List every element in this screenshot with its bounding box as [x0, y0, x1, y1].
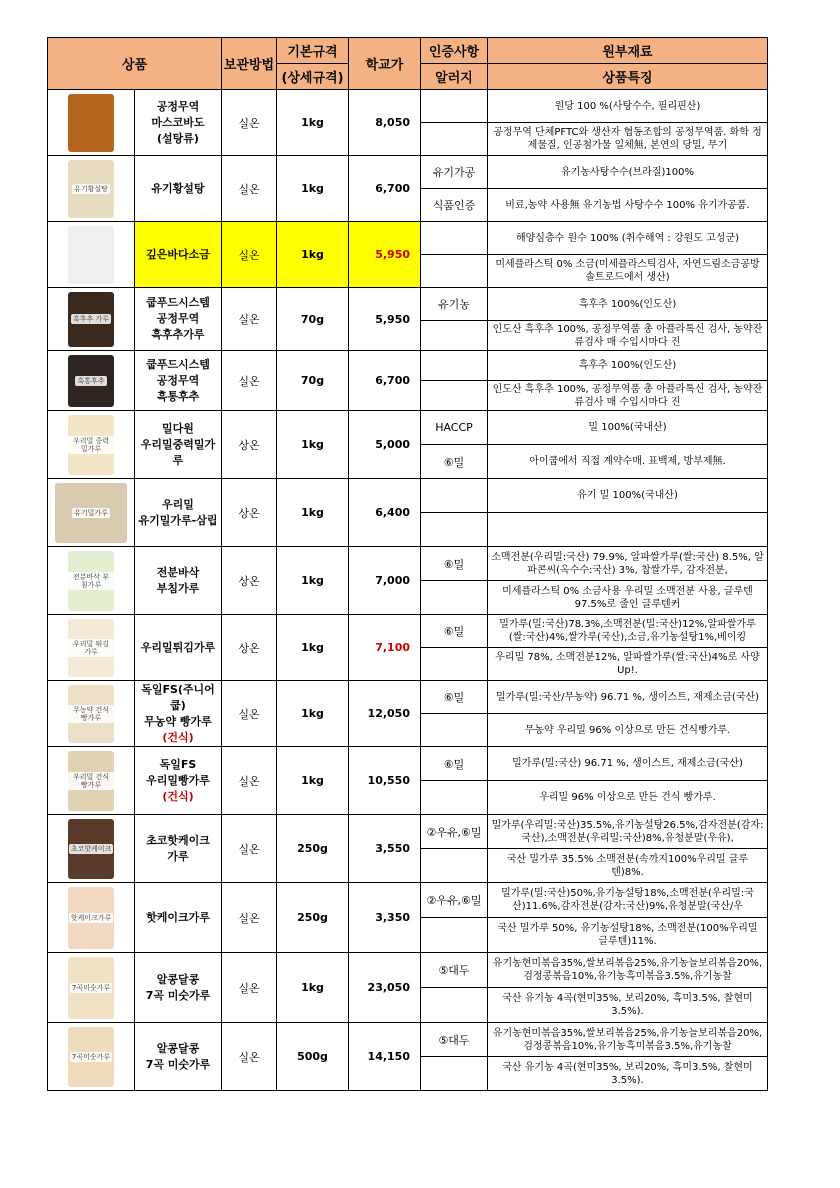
product-image-cell: [48, 681, 135, 747]
storage-method: 실온: [222, 815, 277, 883]
material-text: 밀 100%(국내산): [488, 411, 768, 445]
school-price: 5,950: [349, 288, 421, 351]
table-row: [48, 288, 768, 321]
material-text: 유기농사탕수수(브라질)100%: [488, 156, 768, 189]
product-name-line: 무농약 빵가루: [144, 714, 212, 728]
product-package-image: [68, 292, 114, 347]
material-text: 유기농현미볶음35%,쌀보리볶음25%,유기농늘보리볶음20%,검정콩볶음10%,유기농흑미볶음3.5%,유기농찰: [488, 1023, 768, 1057]
header-storage: 보관방법: [222, 38, 277, 90]
table-row: [48, 222, 768, 255]
product-name-line: 유기밀가루-삼립: [138, 513, 218, 527]
product-name-line: 7곡 미숫가루: [145, 1057, 211, 1071]
product-package-image: [68, 355, 114, 407]
feature-text: 아이쿱에서 직접 계약수매. 표백제, 방부제無.: [488, 445, 768, 479]
certification: HACCP: [421, 411, 488, 445]
product-name: [135, 815, 222, 883]
allergy: ⑥밀: [421, 445, 488, 479]
product-name-line: 마스코바도: [151, 115, 205, 129]
school-price: 6,400: [349, 479, 421, 547]
product-name: [135, 222, 222, 288]
product-package-image: [68, 226, 114, 284]
product-package-image: [68, 415, 114, 475]
school-price: 14,150: [349, 1023, 421, 1091]
certification: ⑥밀: [421, 547, 488, 581]
product-name-line: 공정무역: [156, 312, 200, 325]
header-material-sub: 상품특징: [488, 64, 768, 90]
product-name: [135, 156, 222, 222]
spec: 1kg: [277, 953, 349, 1023]
table-row: [48, 90, 768, 123]
product-name-line: 알콩달콩: [156, 1041, 200, 1055]
spec: 250g: [277, 883, 349, 953]
feature-text: 무농약 우리밀 96% 이상으로 만든 건식빵가루.: [488, 714, 768, 747]
header-product: 상품: [48, 38, 222, 90]
material-text: 흑후추 100%(인도산): [488, 288, 768, 321]
package-label: 유기황설탕: [74, 184, 108, 193]
spec: 1kg: [277, 547, 349, 615]
allergy: [421, 918, 488, 953]
product-name-line: 우리밀빵가루: [146, 773, 210, 787]
material-text: 밀가루(밀:국산)50%,유기농설탕18%,소맥전분(우리밀:국산)11.6%,감자전분(감자:국산)9%,유청분말(국산/우: [488, 883, 768, 918]
product-name-line: 핫케이크가루: [146, 910, 210, 924]
school-price: 5,000: [349, 411, 421, 479]
product-name-line: 7곡 미숫가루: [145, 988, 211, 1002]
table-row: [48, 615, 768, 648]
package-label: 초코핫케이크: [70, 844, 112, 853]
product-name-line: 흑후추가루: [151, 328, 205, 341]
material-text: 해양심층수 원수 100% (취수해역 : 강원도 고성군): [488, 222, 768, 255]
material-text: 밀가루(우리밀:국산)35.5%,유기농설탕26.5%,감자전분(감자:국산),소맥전분(우리밀:국산)8%,유청분말(우유),: [488, 815, 768, 849]
table-row: [48, 747, 768, 781]
package-label: 7곡미숫가루: [71, 983, 111, 992]
certification: [421, 351, 488, 381]
spec: 1kg: [277, 615, 349, 681]
product-package-image: [68, 685, 114, 743]
product-name: [135, 747, 222, 815]
product-image-cell: [48, 883, 135, 953]
allergy: [421, 581, 488, 615]
certification: [421, 90, 488, 123]
product-name-line: 밀다원: [162, 421, 194, 435]
product-name-line: 알콩달콩: [156, 972, 200, 986]
certification: ⑤대두: [421, 953, 488, 988]
product-name-line: 쿱): [170, 698, 186, 712]
product-name-line: 독일FS(주니어: [141, 682, 215, 696]
product-name: [135, 883, 222, 953]
product-name: [135, 681, 222, 747]
package-label: 흑후추 가루: [72, 315, 110, 323]
spec: 1kg: [277, 479, 349, 547]
material-text: 흑후추 100%(인도산): [488, 351, 768, 381]
storage-method: 실온: [222, 90, 277, 156]
allergy: [421, 255, 488, 288]
product-name: [135, 351, 222, 411]
material-text: 밀가루(밀:국산)78.3%,소맥전분(밀:국산)12%,알파쌀가루(쌀:국산)4%,쌀가루(국산),소금,유기농설탕1%,베이킹: [488, 615, 768, 648]
spec: 1kg: [277, 747, 349, 815]
feature-text: 국산 유기농 4곡(현미35%, 보리20%, 흑미3.5%, 찰현미3.5%).: [488, 1057, 768, 1091]
material-text: 유기농현미볶음35%,쌀보리볶음25%,유기농늘보리볶음20%,검정콩볶음10%,유기농흑미볶음3.5%,유기농찰: [488, 953, 768, 988]
header-cert: 인증사항: [421, 38, 488, 64]
product-name-line: 우리밀: [162, 497, 194, 511]
allergy: 식품인증: [421, 189, 488, 222]
product-name: [135, 547, 222, 615]
package-label: 7곡미숫가루: [71, 1052, 111, 1061]
product-table: [47, 37, 768, 1091]
spec: 1kg: [277, 411, 349, 479]
feature-text: [488, 513, 768, 547]
header-spec-sub: (상세규격): [277, 64, 349, 90]
package-label: 흑통후추: [77, 376, 105, 385]
storage-method: 상온: [222, 615, 277, 681]
table-row: [48, 156, 768, 189]
spec: 70g: [277, 351, 349, 411]
product-package-image: [68, 551, 114, 611]
header-material: 원부재료: [488, 38, 768, 64]
allergy: [421, 381, 488, 411]
feature-text: 미세플라스틱 0% 소금사용 우리밀 소맥전분 사용, 글루텐 97.5%로 줄인 글루텐커: [488, 581, 768, 615]
package-label: 우리밀 튀김가루: [68, 639, 114, 657]
product-name: [135, 479, 222, 547]
storage-method: 상온: [222, 479, 277, 547]
feature-text: 국산 유기농 4곡(현미35%, 보리20%, 흑미3.5%, 찰현미3.5%).: [488, 988, 768, 1023]
product-image-cell: [48, 479, 135, 547]
school-price: 8,050: [349, 90, 421, 156]
product-name-line: 루: [172, 453, 184, 467]
spec: 70g: [277, 288, 349, 351]
certification: ⑤대두: [421, 1023, 488, 1057]
feature-text: 국산 밀가루 50%, 유기농설탕18%, 소맥전분(100%우리밀 글루텐)11%.: [488, 918, 768, 953]
package-label: 유기밀가루: [74, 508, 108, 517]
product-name-line: (건식): [162, 789, 194, 803]
school-price: 3,550: [349, 815, 421, 883]
table-row: [48, 883, 768, 918]
table-row: [48, 1023, 768, 1057]
product-image-cell: [48, 547, 135, 615]
feature-text: 우리밀 78%, 소맥전분12%, 알파쌀가루(쌀:국산)4%로 사양 Up!.: [488, 648, 768, 681]
table-row: [48, 479, 768, 513]
package-label: 우리밀 중력밀가루: [68, 436, 114, 454]
school-price: 7,000: [349, 547, 421, 615]
product-name-line: 우리밀중력밀가: [140, 437, 216, 451]
product-package-image: [68, 751, 114, 811]
product-name-line: 부침가루: [156, 581, 200, 595]
table-row: [48, 815, 768, 849]
product-package-image: [68, 957, 114, 1019]
storage-method: 실온: [222, 747, 277, 815]
product-image-cell: [48, 90, 135, 156]
product-name-line: (건식): [162, 730, 194, 744]
product-package-image: [55, 483, 127, 543]
product-package-image: [68, 1027, 114, 1087]
product-name: [135, 411, 222, 479]
product-name: [135, 615, 222, 681]
material-text: 밀가루(밀:국산) 96.71 %, 생이스트, 재제소금(국산): [488, 747, 768, 781]
spec: 1kg: [277, 156, 349, 222]
school-price: 12,050: [349, 681, 421, 747]
allergy: [421, 321, 488, 351]
header-spec: 기본규격: [277, 38, 349, 64]
school-price: 7,100: [349, 615, 421, 681]
material-text: 유기 밀 100%(국내산): [488, 479, 768, 513]
product-image-cell: [48, 411, 135, 479]
product-package-image: [68, 819, 114, 879]
spec: 1kg: [277, 681, 349, 747]
school-price: 5,950: [349, 222, 421, 288]
storage-method: 상온: [222, 547, 277, 615]
certification: ⑥밀: [421, 681, 488, 714]
allergy: [421, 123, 488, 156]
spec: 1kg: [277, 90, 349, 156]
package-label: 우리밀 건식빵가루: [68, 772, 114, 790]
product-image-cell: [48, 222, 135, 288]
table-row: [48, 681, 768, 714]
product-package-image: [68, 619, 114, 677]
product-name: [135, 953, 222, 1023]
product-package-image: [68, 887, 114, 949]
certification: 유기가공: [421, 156, 488, 189]
product-package-image: [68, 94, 114, 152]
package-label: 전분바삭 부침가루: [68, 572, 114, 590]
allergy: [421, 513, 488, 547]
product-name-line: 깊은바다소금: [146, 247, 210, 261]
product-name-line: 쿱푸드시스템: [146, 357, 210, 371]
certification: 유기농: [421, 288, 488, 321]
school-price: 6,700: [349, 156, 421, 222]
allergy: [421, 849, 488, 883]
table-row: [48, 953, 768, 988]
table-row: [48, 411, 768, 445]
storage-method: 실온: [222, 883, 277, 953]
product-image-cell: [48, 747, 135, 815]
product-name: [135, 1023, 222, 1091]
product-image-cell: [48, 288, 135, 351]
package-label: 핫케이크가루: [70, 913, 112, 922]
table-row: [48, 351, 768, 381]
product-name-line: (설탕류): [157, 131, 199, 145]
product-image-cell: [48, 156, 135, 222]
feature-text: 인도산 흑후추 100%, 공정무역품 총 아플라톡신 검사, 농약잔류검사 매 수입시마다 진: [488, 381, 768, 411]
certification: [421, 479, 488, 513]
product-image-cell: [48, 953, 135, 1023]
header-price: 학교가: [349, 38, 421, 90]
product-name: [135, 288, 222, 351]
certification: ②우유,⑥밀: [421, 815, 488, 849]
product-name-line: 공정무역: [156, 99, 200, 113]
feature-text: 미세플라스틱 0% 소금(미세플라스틱검사, 자연드림소금공방 솔트로드에서 생산): [488, 255, 768, 288]
product-image-cell: [48, 815, 135, 883]
allergy: [421, 988, 488, 1023]
school-price: 10,550: [349, 747, 421, 815]
product-name: [135, 90, 222, 156]
feature-text: 비료,농약 사용無 유기농법 사탕수수 100% 유기가공품.: [488, 189, 768, 222]
storage-method: 상온: [222, 411, 277, 479]
product-image-cell: [48, 1023, 135, 1091]
feature-text: 국산 밀가루 35.5% 소맥전분(속까지100%우리밀 글루텐)8%.: [488, 849, 768, 883]
package-label: 무농약 건식빵가루: [68, 705, 114, 723]
feature-text: 공정무역 단체PFTC와 생산자 협동조합의 공정무역품. 화학 정제물질, 인공첨가물 일체無, 본연의 당밀, 무기: [488, 123, 768, 156]
product-name-line: 우리밀튀김가루: [140, 640, 216, 654]
storage-method: 실온: [222, 288, 277, 351]
school-price: 23,050: [349, 953, 421, 1023]
allergy: [421, 1057, 488, 1091]
certification: ⑥밀: [421, 747, 488, 781]
certification: [421, 222, 488, 255]
spec: 500g: [277, 1023, 349, 1091]
spec: 1kg: [277, 222, 349, 288]
product-name-line: 독일FS: [159, 757, 197, 771]
product-name-line: 쿱푸드시스템: [146, 296, 210, 309]
storage-method: 실온: [222, 156, 277, 222]
feature-text: 인도산 흑후추 100%, 공정무역품 총 아플라톡신 검사, 농약잔류검사 매 수입시마다 진: [488, 321, 768, 351]
material-text: 소맥전분(우리밀:국산) 79.9%, 알파쌀가루(쌀:국산) 8.5%, 알파콘씨(옥수수:국산) 3%, 찹쌀가루, 감자전분,: [488, 547, 768, 581]
product-name-line: 흑통후추: [156, 389, 200, 403]
product-name-line: 유기황설탕: [151, 181, 205, 195]
certification: ⑥밀: [421, 615, 488, 648]
material-text: 밀가루(밀:국산/무농약) 96.71 %, 생이스트, 재제소금(국산): [488, 681, 768, 714]
school-price: 6,700: [349, 351, 421, 411]
feature-text: 우리밀 96% 이상으로 만든 건식 빵가루.: [488, 781, 768, 815]
storage-method: 실온: [222, 222, 277, 288]
product-image-cell: [48, 351, 135, 411]
product-name-line: 가루: [167, 849, 189, 863]
allergy: [421, 781, 488, 815]
storage-method: 실온: [222, 953, 277, 1023]
header-cert-sub: 알러지: [421, 64, 488, 90]
spec: 250g: [277, 815, 349, 883]
allergy: [421, 648, 488, 681]
product-name-line: 공정무역: [156, 373, 200, 387]
allergy: [421, 714, 488, 747]
product-name-line: 전분바삭: [156, 565, 200, 579]
product-image-cell: [48, 615, 135, 681]
table-row: [48, 547, 768, 581]
storage-method: 실온: [222, 1023, 277, 1091]
school-price: 3,350: [349, 883, 421, 953]
product-package-image: [68, 160, 114, 218]
material-text: 원당 100 %(사탕수수, 필리핀산): [488, 90, 768, 123]
storage-method: 실온: [222, 351, 277, 411]
storage-method: 실온: [222, 681, 277, 747]
certification: ②우유,⑥밀: [421, 883, 488, 918]
product-name-line: 초코핫케이크: [146, 833, 210, 847]
